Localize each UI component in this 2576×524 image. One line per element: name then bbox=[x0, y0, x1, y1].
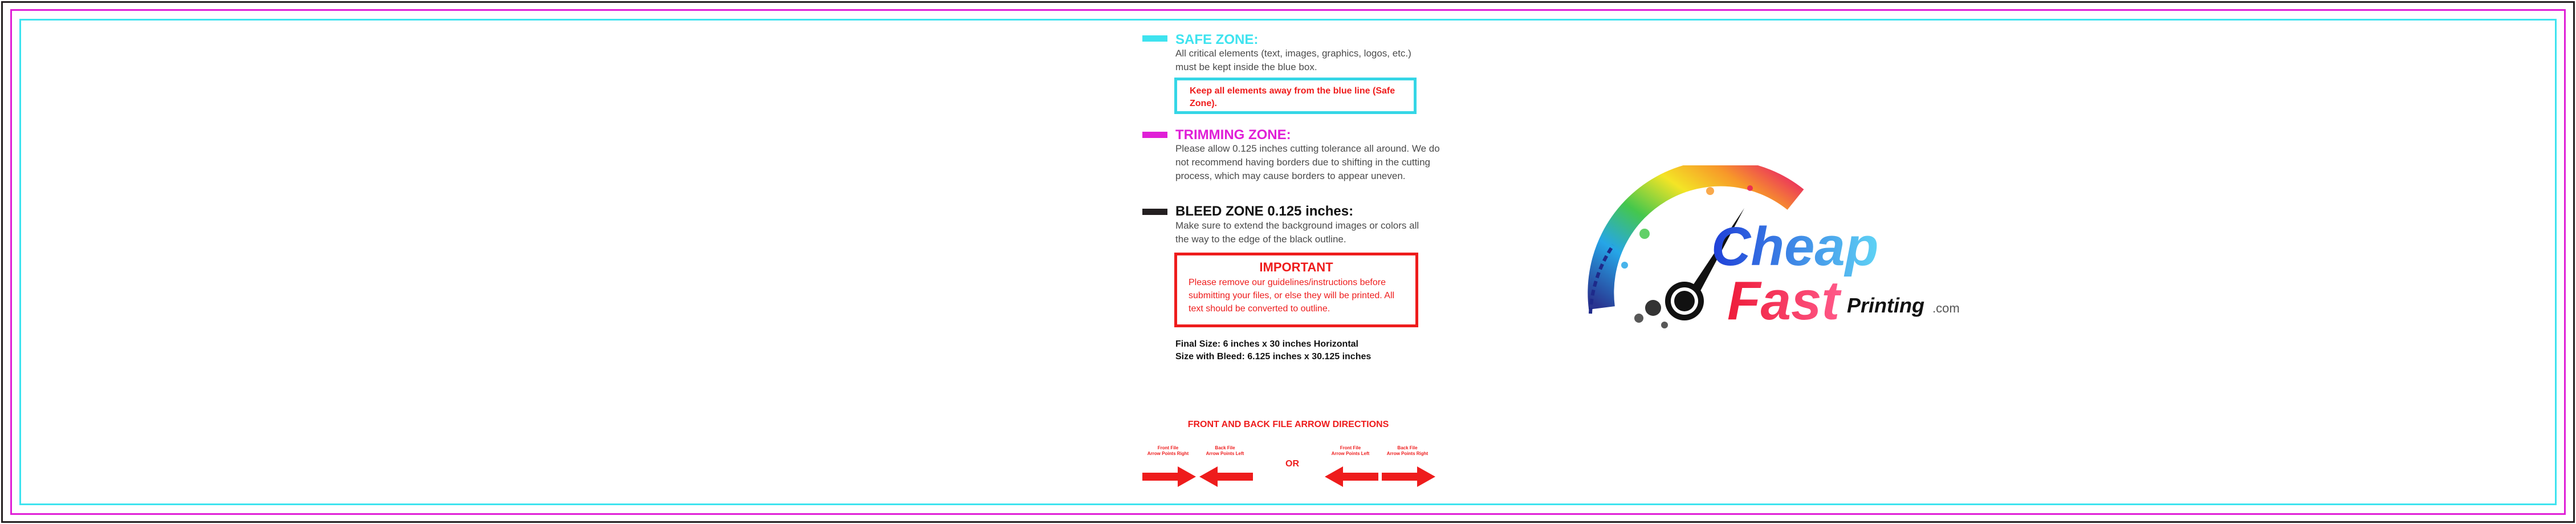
bleed-size: Size with Bleed: 6.125 inches x 30.125 inches bbox=[1175, 352, 1372, 361]
trim-zone-swatch bbox=[1142, 132, 1167, 138]
important-box bbox=[1174, 253, 1418, 327]
trim-zone-text: Please allow 0.125 inches cutting tolerance all around. We do not recommend having borders due to shifting in the cutting process, which may cause borders to appear uneven. bbox=[1175, 143, 1440, 181]
logo-suffix: .com bbox=[1932, 301, 1960, 315]
safe-zone-warning: Keep all elements away from the blue line (Safe Zone). bbox=[1190, 86, 1395, 108]
arrow-label-line1: Front File bbox=[1340, 445, 1361, 450]
safe-zone-swatch bbox=[1142, 35, 1167, 42]
arrow-left-icon bbox=[1325, 466, 1378, 487]
arrow-label-line1: Back File bbox=[1397, 445, 1418, 450]
arrow-back-left bbox=[1197, 445, 1254, 457]
arrow-right-icon bbox=[1142, 466, 1196, 487]
arrow-label-line1: Front File bbox=[1157, 445, 1179, 450]
bleed-zone-title: BLEED ZONE 0.125 inches: bbox=[1175, 204, 1354, 219]
arrow-directions-title: FRONT AND BACK FILE ARROW DIRECTIONS bbox=[1187, 420, 1389, 429]
arrow-front-right bbox=[1140, 445, 1197, 457]
bleed-zone-text: Make sure to extend the background images or colors all the way to the edge of the black outline. bbox=[1175, 220, 1419, 245]
final-size: Final Size: 6 inches x 30 inches Horizontal bbox=[1175, 339, 1358, 349]
important-text: Please remove our guidelines/instructions before submitting your files, or else they will be printed. All text should be converted to outline. bbox=[1189, 278, 1395, 314]
arrow-front-left bbox=[1322, 445, 1379, 457]
logo-word-fast: Fast bbox=[1727, 270, 1840, 331]
arrow-label-line2: Arrow Points Right bbox=[1147, 451, 1189, 456]
or-label: OR bbox=[1285, 459, 1299, 469]
logo-word-printing: Printing bbox=[1847, 294, 1924, 317]
safe-zone-warning-box bbox=[1174, 78, 1417, 114]
arrow-label-line1: Back File bbox=[1215, 445, 1235, 450]
arrow-label-line2: Arrow Points Right bbox=[1386, 451, 1429, 456]
safe-zone-title: SAFE ZONE: bbox=[1175, 32, 1259, 47]
safe-zone-text: All critical elements (text, images, graphics, logos, etc.) must be kept inside the blue box. bbox=[1175, 48, 1411, 72]
trim-zone-title: TRIMMING ZONE: bbox=[1175, 127, 1291, 143]
arrow-back-right bbox=[1379, 445, 1436, 457]
arrow-label-line2: Arrow Points Left bbox=[1206, 451, 1244, 456]
company-logo bbox=[1579, 165, 1967, 336]
arrow-label-line2: Arrow Points Left bbox=[1331, 451, 1370, 456]
arrow-right-icon bbox=[1382, 466, 1435, 487]
important-title: IMPORTANT bbox=[1259, 260, 1333, 274]
bleed-zone-swatch bbox=[1142, 209, 1167, 215]
arrow-left-icon bbox=[1199, 466, 1253, 487]
logo-word-cheap: Cheap bbox=[1711, 216, 1879, 277]
